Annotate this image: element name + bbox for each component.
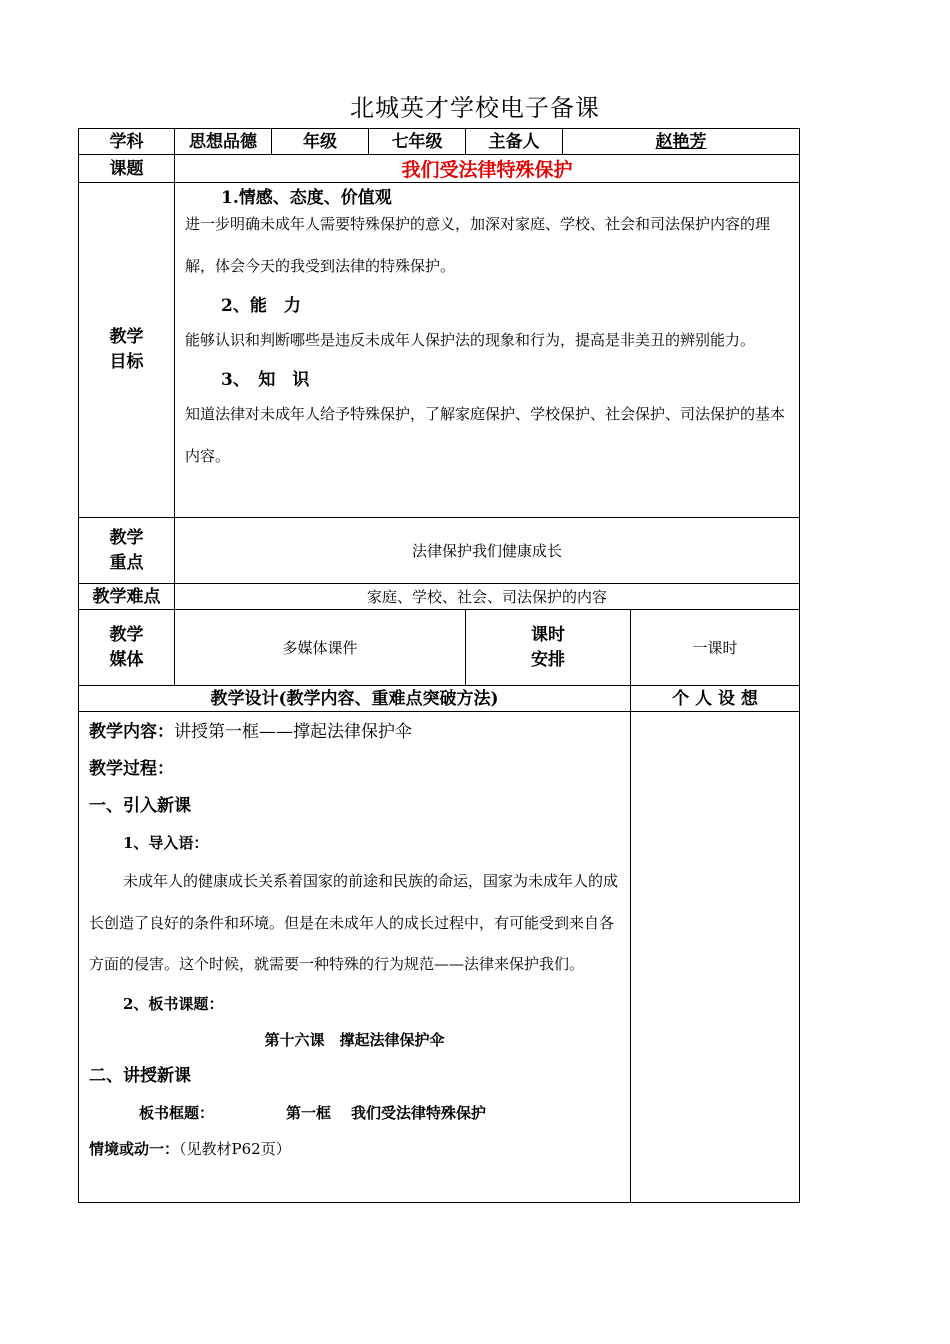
teaching-content-label: 教学内容： xyxy=(89,722,174,742)
objectives-label: 教学 目标 xyxy=(79,183,175,518)
objective-heading-2: 2、能 力 xyxy=(221,296,301,316)
grade-value: 七年级 xyxy=(369,129,466,155)
part-2-heading: 二、讲授新课 xyxy=(89,1065,191,1086)
personal-notes-header: 个 人 设 想 xyxy=(631,686,800,712)
objective-text-1: 进一步明确未成年人需要特殊保护的意义，加深对家庭、学校、社会和司法保护内容的理解，体会今天的我受到法律的特殊保护。 xyxy=(185,215,771,275)
difficulties-value: 家庭、学校、社会、司法保护的内容 xyxy=(175,584,800,610)
design-content xyxy=(79,712,631,1203)
media-row xyxy=(79,610,800,686)
objectives-row xyxy=(79,183,800,518)
preparer-value-cell xyxy=(563,129,800,155)
key-points-value: 法律保护我们健康成长 xyxy=(175,518,800,584)
difficulties-label: 教学难点 xyxy=(79,584,175,610)
time-label: 课时 安排 xyxy=(466,610,631,686)
objective-text-2: 能够认识和判断哪些是违反未成年人保护法的现象和行为，提高是非美丑的辨别能力。 xyxy=(185,331,756,349)
teaching-content xyxy=(89,714,620,751)
scene-line xyxy=(89,1131,620,1167)
subject-value: 思想品德 xyxy=(175,129,272,155)
board-title: 我们受法律特殊保护 xyxy=(351,1103,487,1122)
media-value: 多媒体课件 xyxy=(175,610,466,686)
grade-label: 年级 xyxy=(272,129,369,155)
board-label: 板书框题： xyxy=(139,1103,215,1122)
key-points-label: 教学 重点 xyxy=(79,518,175,584)
time-value: 一课时 xyxy=(631,610,800,686)
board-frame-line xyxy=(139,1095,620,1131)
key-points-row xyxy=(79,518,800,584)
subject-label: 学科 xyxy=(79,129,175,155)
preparer-label: 主备人 xyxy=(466,129,563,155)
intro-subheading: 1、导入语： xyxy=(123,834,209,852)
topic-label: 课题 xyxy=(79,155,175,183)
board-title-subheading: 2、板书课题： xyxy=(123,994,224,1013)
objectives-content xyxy=(175,183,800,518)
preparer-value: 赵艳芳 xyxy=(655,131,707,152)
part-1-heading: 一、引入新课 xyxy=(89,796,191,816)
topic-value: 我们受法律特殊保护 xyxy=(175,155,800,183)
design-header: 教学设计(教学内容、重难点突破方法) xyxy=(79,686,631,712)
lesson-title: 第十六课 撑起法律保护伞 xyxy=(264,1030,445,1049)
page-title: 北城英才学校电子备课 xyxy=(350,94,600,122)
objective-text-3: 知道法律对未成年人给予特殊保护，了解家庭保护、学校保护、社会保护、司法保护的基本内容。 xyxy=(185,405,786,465)
teaching-content-value: 讲授第一框——撑起法律保护伞 xyxy=(174,722,412,742)
info-row xyxy=(79,129,800,155)
objective-heading-3: 3、 知 识 xyxy=(221,370,310,390)
scene-label: 情境或动一： xyxy=(89,1139,180,1158)
scene-value: （见教材P62页） xyxy=(179,1139,291,1158)
teaching-process-label: 教学过程： xyxy=(89,759,174,779)
difficulties-row xyxy=(79,584,800,610)
topic-row xyxy=(79,155,800,183)
objective-heading-1: 1.情感、态度、价值观 xyxy=(221,188,392,208)
intro-text: 未成年人的健康成长关系着国家的前途和民族的命运，国家为未成年人的成长创造了良好的条件和环境。但是在未成年人的成长过程中，有可能受到来自各方面的侵害。这个时候，就需要一种特殊的行为规范——法律来保护我们。 xyxy=(89,872,619,973)
personal-notes-cell xyxy=(631,712,800,1203)
board-frame: 第一框 xyxy=(286,1103,332,1122)
design-header-row xyxy=(79,686,800,712)
design-content-row xyxy=(79,712,800,1203)
media-label: 教学 媒体 xyxy=(79,610,175,686)
lesson-plan-table xyxy=(78,128,800,1203)
